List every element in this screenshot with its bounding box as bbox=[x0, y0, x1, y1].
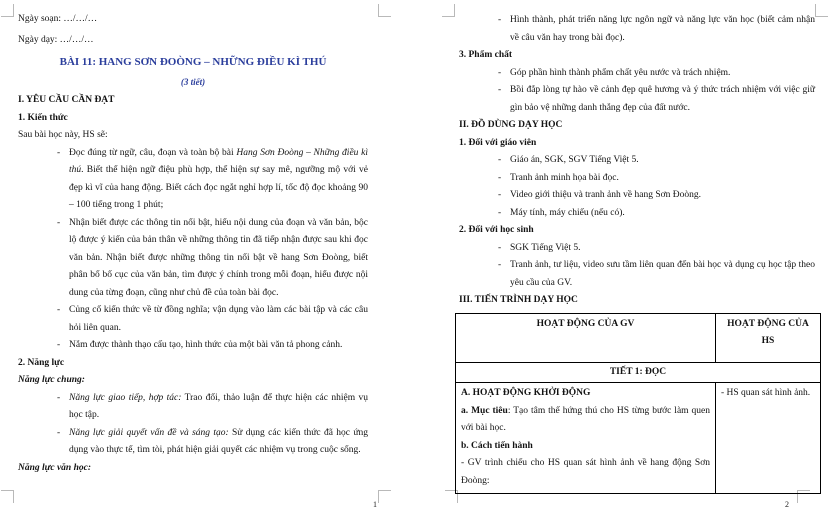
bullet-marker: - bbox=[498, 15, 502, 25]
bullet-text: Máy tính, máy chiếu (nếu có). bbox=[510, 207, 625, 218]
text-boundary-mark-top-right bbox=[378, 4, 391, 17]
bullet-text: Trao đổi, thảo luận để thực hiện các nhiệm vụ học tập. bbox=[69, 392, 368, 420]
subheading-nang-luc: 2. Năng lực bbox=[18, 357, 65, 368]
bullet-text: Giáo án, SGK, SGV Tiếng Việt 5. bbox=[510, 155, 639, 165]
text-boundary-mark-top-left bbox=[1, 4, 14, 17]
bullet-text: Video giới thiệu và tranh ảnh về hang Sơn Đoòng. bbox=[510, 190, 701, 200]
header-cell-hs-text: HOẠT ĐỘNG CỦA HS bbox=[727, 318, 809, 346]
bullet-text: Sử dụng các kiến thức đã học ứng dụng vào thực tế, tìm tòi, phát hiện giải quyết các nhiệm vụ trong cuộc sống. bbox=[69, 427, 368, 455]
nang-luc-continuation-bullet bbox=[459, 12, 815, 47]
bullet-marker: - bbox=[57, 392, 61, 403]
section-heading-yeu-cau: I. YÊU CẦU CẦN ĐẠT bbox=[18, 95, 115, 105]
giao-vien-bullet bbox=[459, 205, 815, 223]
subheading-pham-chat: 3. Phẩm chất bbox=[459, 50, 513, 60]
bullet-text: Góp phần hình thành phẩm chất yêu nước và trách nhiệm. bbox=[510, 67, 731, 78]
kien-thuc-bullet bbox=[18, 337, 368, 355]
gv-action-line: - GV trình chiếu cho HS quan sát hình ảnh về hang động Sơn Đoòng: bbox=[461, 458, 710, 486]
text-boundary-mark-top-right bbox=[815, 4, 828, 17]
nang-luc-bullet bbox=[18, 425, 368, 460]
bullet-marker: - bbox=[57, 340, 61, 350]
section-heading-do-dung: II. ĐỒ DÙNG DẠY HỌC bbox=[459, 120, 563, 130]
header-cell-gv: HOẠT ĐỘNG CỦA GV bbox=[456, 313, 716, 362]
page-2-content bbox=[459, 12, 815, 494]
bullet-text: Nhận biết được các thông tin nổi bật, hiểu nội dung của đoạn và văn bản, bộc lộ được ý kiến của bản thân về những thông tin đã tiếp nhận được sau khi đọc văn bản. Nhận biết được những thông tin nổi bật về hang Sơn Đoòng, biết phân bố bố cục của văn bản, tìm được ý chính trong mỗi đoạn, hiểu được nội dung của từng đoạn, cũng như chủ đề của toàn bài đọc. bbox=[69, 217, 368, 298]
page-1-content bbox=[18, 9, 368, 477]
bullet-marker: - bbox=[57, 427, 61, 438]
page-number-1: 1 bbox=[373, 500, 377, 509]
bullet-text: Tranh ảnh, tư liệu, video sưu tầm liên quan đến bài học và dụng cụ học tập theo yêu cầu của GV. bbox=[510, 260, 815, 288]
lesson-title: BÀI 11: HANG SƠN ĐOÒNG – NHỮNG ĐIỀU KÌ THÚ bbox=[59, 56, 327, 68]
bullet-text: Nắm được thành thạo cấu tạo, hình thức của một bài văn tả phong cảnh. bbox=[69, 340, 343, 350]
tiet-cell: TIẾT 1: ĐỌC bbox=[456, 362, 821, 383]
bullet-marker: - bbox=[57, 217, 61, 228]
subheading-nang-luc-chung: Năng lực chung: bbox=[18, 375, 85, 385]
bullet-lead-italic: Năng lực giao tiếp, hợp tác: bbox=[69, 392, 182, 403]
bullet-marker: - bbox=[57, 147, 61, 158]
bullet-marker: - bbox=[498, 190, 502, 200]
text-boundary-mark-top-left bbox=[442, 4, 455, 17]
cell-gv-activity bbox=[456, 383, 716, 494]
pham-chat-bullet bbox=[459, 82, 815, 117]
bullet-text: Tranh ảnh minh họa bài đọc. bbox=[510, 172, 619, 183]
hoc-sinh-bullet bbox=[459, 257, 815, 292]
cell-hs-activity bbox=[716, 383, 821, 494]
activity-table bbox=[455, 313, 821, 495]
muc-tieu-line bbox=[461, 403, 710, 438]
subheading-nang-luc-van-hoc: Năng lực văn học: bbox=[18, 462, 91, 473]
giao-vien-bullet bbox=[459, 152, 815, 170]
activity-row bbox=[456, 383, 821, 494]
giao-vien-bullet bbox=[459, 187, 815, 205]
page-2 bbox=[417, 0, 834, 519]
text-boundary-mark-bottom-right bbox=[378, 490, 391, 503]
bullet-text: Bồi đắp lòng tự hào về cảnh đẹp quê hương và ý thức trách nhiệm với việc giữ gìn bảo vệ những danh thắng đẹp của đất nước. bbox=[510, 85, 815, 113]
hoc-sinh-bullet bbox=[459, 240, 815, 258]
bullet-text-italic: Hang Sơn Đoòng – Những điều kì thú bbox=[69, 147, 368, 175]
subheading-hoc-sinh: 2. Đối với học sinh bbox=[459, 225, 534, 235]
kien-thuc-bullet bbox=[18, 302, 368, 337]
bullet-marker: - bbox=[57, 305, 61, 315]
hs-action-line: - HS quan sát hình ảnh. bbox=[721, 388, 811, 398]
bullet-text: . Biết thể hiện ngữ điệu phù hợp, thể hiện sự say mê, ngưỡng mộ với vẻ đẹp kì vĩ của hang động. Biết cách đọc ngắt nghỉ hợp lí, tốc độ đọc khoảng 90 – 100 tiếng trong 1 phút; bbox=[69, 165, 368, 210]
table-header-row bbox=[456, 313, 821, 362]
text-boundary-mark-bottom-left bbox=[1, 490, 14, 503]
khoi-dong-heading: A. HOẠT ĐỘNG KHỞI ĐỘNG bbox=[461, 388, 591, 398]
subheading-giao-vien: 1. Đối với giáo viên bbox=[459, 137, 537, 148]
bullet-marker: - bbox=[498, 85, 502, 95]
ngay-soan-line: Ngày soạn: …/…/… bbox=[18, 14, 98, 24]
ngay-day-line: Ngày dạy: …/…/… bbox=[18, 35, 94, 45]
kien-thuc-bullet bbox=[18, 145, 368, 215]
muc-tieu-text: : Tạo tâm thế hứng thú cho HS từng bước làm quen với bài học. bbox=[461, 405, 710, 433]
muc-tieu-label: a. Mục tiêu bbox=[461, 405, 508, 416]
page-number-2: 2 bbox=[785, 500, 789, 509]
bullet-marker: - bbox=[498, 172, 502, 183]
pham-chat-bullet bbox=[459, 65, 815, 83]
kien-thuc-bullet bbox=[18, 215, 368, 303]
header-cell-hs bbox=[716, 313, 821, 362]
intro-line: Sau bài học này, HS sẽ: bbox=[18, 130, 108, 140]
bullet-marker: - bbox=[498, 260, 502, 270]
nang-luc-bullet bbox=[18, 390, 368, 425]
lesson-duration: (3 tiết) bbox=[180, 77, 206, 87]
bullet-text: Củng cố kiến thức về từ đồng nghĩa; vận dụng vào làm các bài tập và các câu hỏi liên quan. bbox=[69, 305, 368, 333]
bullet-lead-italic: Năng lực giải quyết vấn đề và sáng tạo: bbox=[69, 427, 229, 438]
bullet-marker: - bbox=[498, 67, 502, 78]
cach-tien-hanh-heading: b. Cách tiến hành bbox=[461, 440, 533, 451]
bullet-text: Hình thành, phát triển năng lực ngôn ngữ và năng lực văn học (biết cảm nhận về câu văn hay trong bài đọc). bbox=[510, 15, 815, 43]
bullet-marker: - bbox=[498, 242, 502, 253]
giao-vien-bullet bbox=[459, 170, 815, 188]
bullet-text: Đọc đúng từ ngữ, câu, đoạn và toàn bộ bài bbox=[69, 147, 237, 158]
bullet-text: SGK Tiếng Việt 5. bbox=[510, 242, 581, 253]
bullet-marker: - bbox=[498, 155, 502, 165]
bullet-marker: - bbox=[498, 207, 502, 218]
section-heading-tien-trinh: III. TIẾN TRÌNH DẠY HỌC bbox=[459, 295, 578, 305]
tiet-row bbox=[456, 362, 821, 383]
subheading-kien-thuc: 1. Kiến thức bbox=[18, 112, 68, 123]
